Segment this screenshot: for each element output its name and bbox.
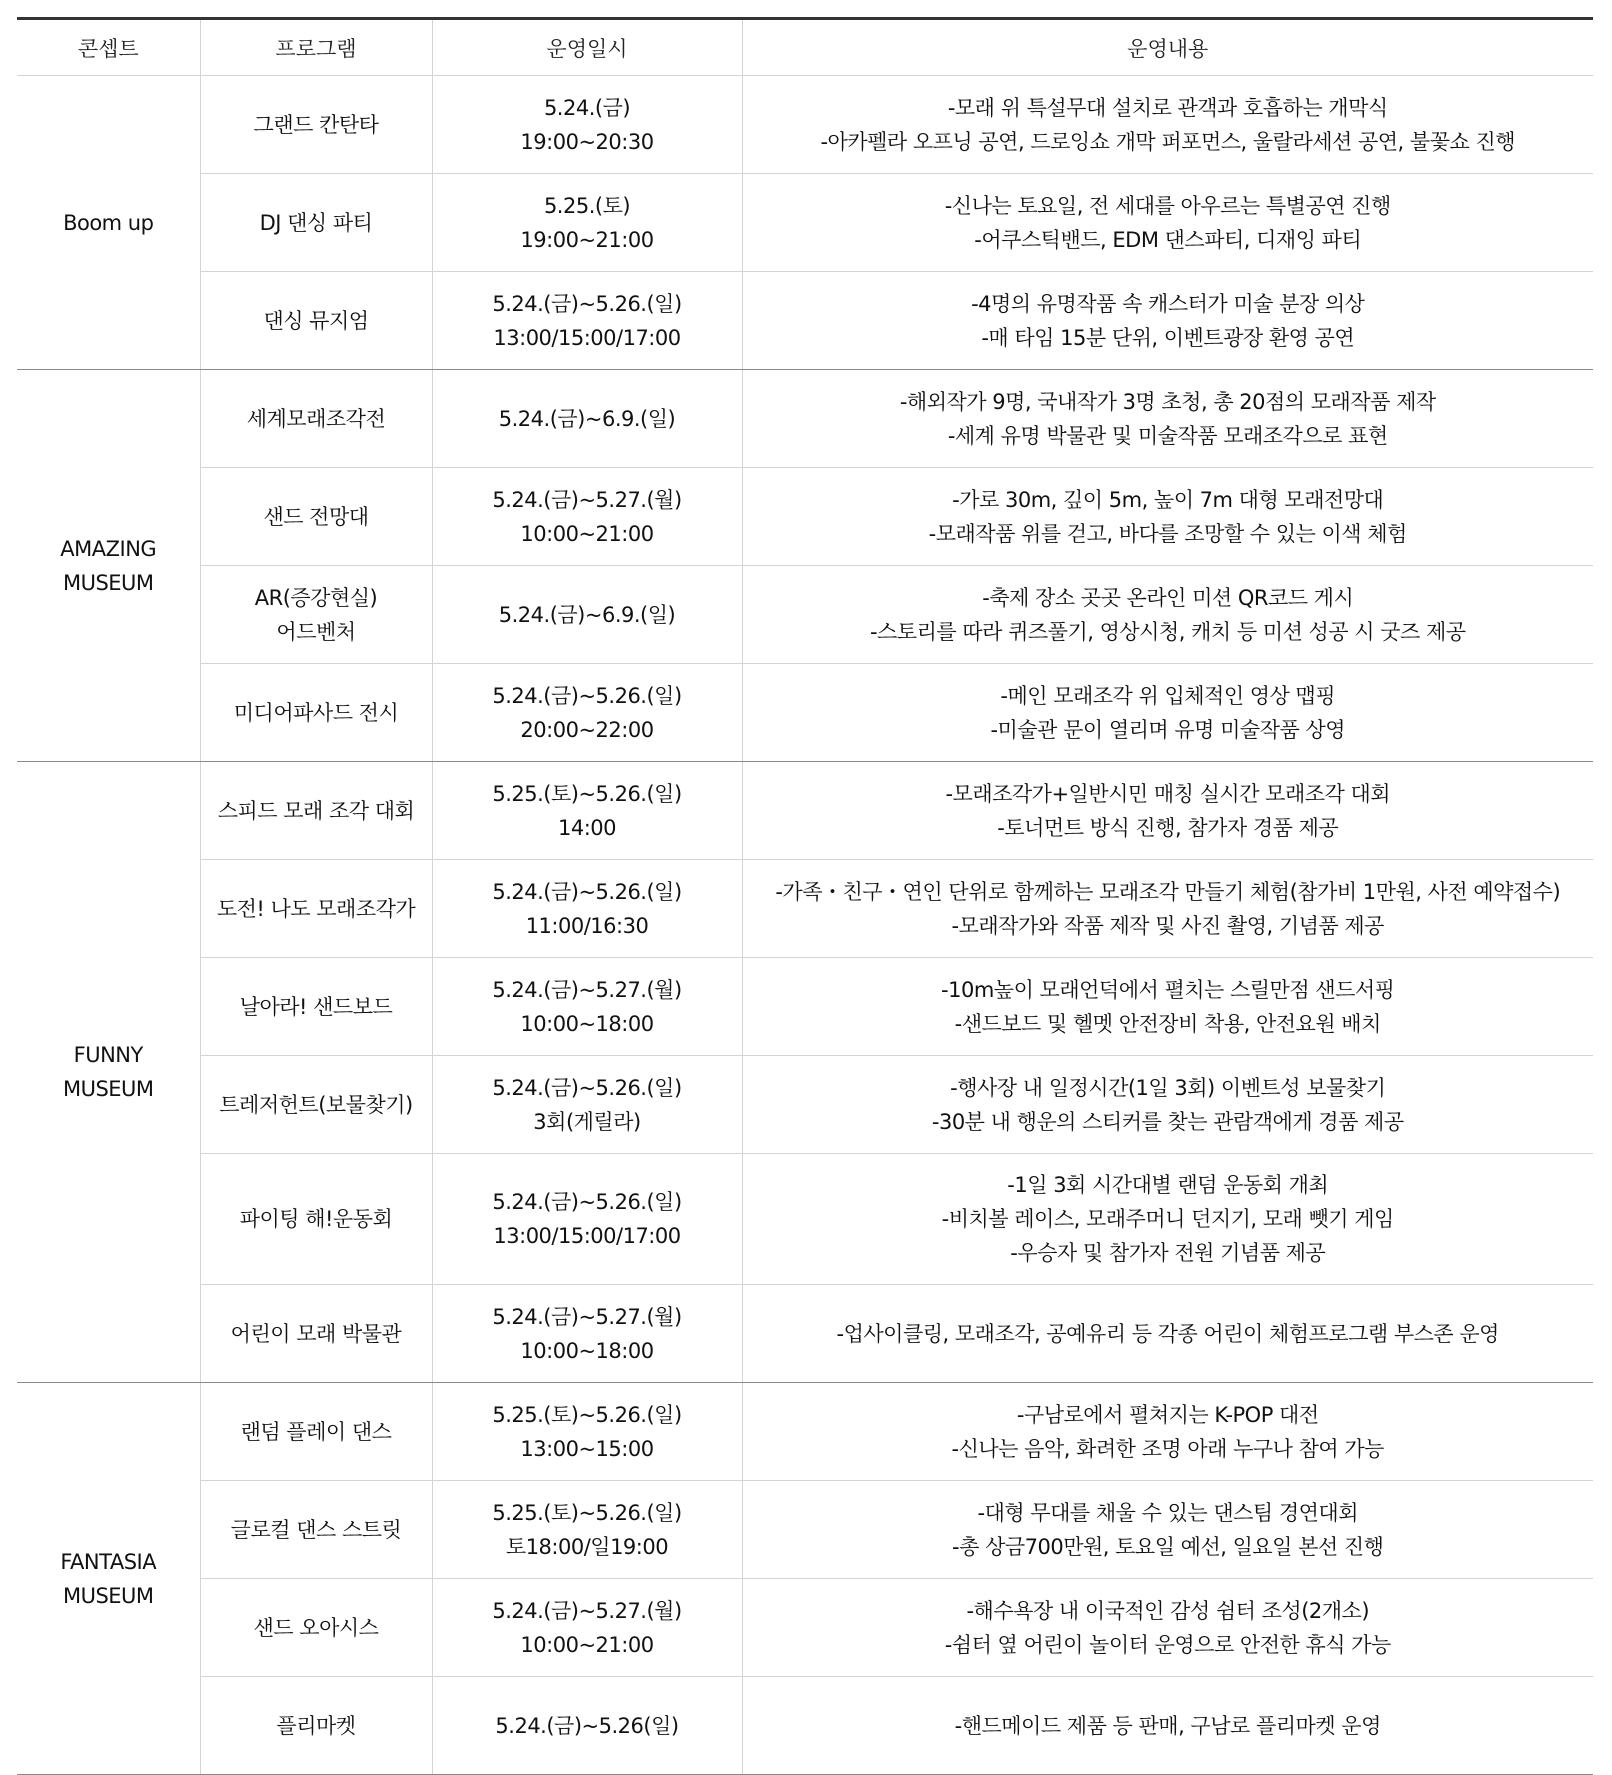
- content-cell: [742, 1481, 1593, 1579]
- program-schedule-table: [17, 17, 1593, 1775]
- schedule-cell: [432, 664, 742, 762]
- content-cell: [742, 272, 1593, 370]
- schedule-cell: [432, 76, 742, 174]
- program-cell: [200, 762, 432, 860]
- cell-text-line: -우승자 및 참가자 전원 기념품 제공: [1010, 1241, 1326, 1265]
- content-cell: [742, 1579, 1593, 1677]
- program-cell: [200, 370, 432, 468]
- content-cell: [742, 566, 1593, 664]
- cell-text-line: -아카펠라 오프닝 공연, 드로잉쇼 개막 퍼포먼스, 울랄라세션 공연, 불꽃쇼 진행: [820, 129, 1516, 154]
- program-cell: [200, 1154, 432, 1285]
- cell-text-line: 토18:00/일19:00: [505, 1534, 669, 1559]
- table-row: [17, 174, 1593, 272]
- cell-text-line: DJ 댄싱 파티: [259, 210, 373, 235]
- concept-cell: [17, 762, 200, 1383]
- cell-text-line: 트레저헌트(보물찾기): [219, 1092, 413, 1117]
- header-program: 프로그램: [200, 19, 432, 76]
- program-cell: [200, 272, 432, 370]
- cell-text-line: 5.24.(금)~5.26.(일): [492, 879, 682, 904]
- program-cell: [200, 1579, 432, 1677]
- cell-text-line: 5.24.(금)~5.26.(일): [492, 291, 682, 316]
- cell-text-line: -쉼터 옆 어린이 놀이터 운영으로 안전한 휴식 가능: [944, 1632, 1391, 1657]
- cell-text-line: -매 타임 15분 단위, 이벤트광장 환영 공연: [981, 325, 1355, 350]
- cell-text-line: 파이팅 해!운동회: [239, 1207, 393, 1231]
- cell-text-line: 5.25.(토)~5.26.(일): [492, 1500, 682, 1525]
- cell-text-line: 5.24.(금)~5.26.(일): [492, 1190, 682, 1214]
- content-cell: [742, 958, 1593, 1056]
- schedule-cell: [432, 174, 742, 272]
- concept-cell: [17, 76, 200, 370]
- cell-text-line: -모래조각가+일반시민 매칭 실시간 모래조각 대회: [945, 781, 1391, 806]
- content-cell: [742, 1056, 1593, 1154]
- cell-text-line: 13:00~15:00: [520, 1436, 654, 1461]
- cell-text-line: -4명의 유명작품 속 캐스터가 미술 분장 의상: [971, 291, 1365, 316]
- cell-text-line: -메인 모래조각 위 입체적인 영상 맵핑: [1000, 683, 1336, 708]
- cell-text-line: -세계 유명 박물관 및 미술작품 모래조각으로 표현: [947, 423, 1388, 448]
- schedule-cell: [432, 958, 742, 1056]
- cell-text-line: -핸드메이드 제품 등 판매, 구남로 플리마켓 운영: [954, 1713, 1381, 1738]
- cell-text-line: 5.24.(금)~5.27.(월): [492, 1598, 682, 1623]
- program-cell: [200, 1383, 432, 1481]
- header-content: 운영내용: [742, 19, 1593, 76]
- cell-text-line: 날아라! 샌드보드: [239, 994, 393, 1019]
- program-cell: [200, 76, 432, 174]
- concept-cell: [17, 370, 200, 762]
- program-cell: [200, 1677, 432, 1775]
- program-cell: [200, 958, 432, 1056]
- schedule-cell: [432, 1481, 742, 1579]
- cell-text-line: -업사이클링, 모래조각, 공예유리 등 각종 어린이 체험프로그램 부스존 운영: [836, 1321, 1499, 1346]
- cell-text-line: 20:00~22:00: [520, 717, 654, 742]
- cell-text-line: -어쿠스틱밴드, EDM 댄스파티, 디재잉 파티: [974, 227, 1362, 252]
- program-cell: [200, 1481, 432, 1579]
- cell-text-line: -신나는 토요일, 전 세대를 아우르는 특별공연 진행: [944, 193, 1391, 218]
- content-cell: [742, 762, 1593, 860]
- cell-text-line: 어드벤처: [276, 619, 356, 644]
- table-row: [17, 762, 1593, 860]
- cell-text-line: 11:00/16:30: [525, 913, 649, 938]
- cell-text-line: MUSEUM: [62, 1583, 154, 1608]
- cell-text-line: 3회(게릴라): [533, 1109, 641, 1134]
- cell-text-line: 스피드 모래 조각 대회: [217, 798, 415, 823]
- cell-text-line: 어린이 모래 박물관: [230, 1321, 402, 1346]
- schedule-cell: [432, 468, 742, 566]
- cell-text-line: 19:00~20:30: [520, 129, 654, 154]
- schedule-cell: [432, 860, 742, 958]
- cell-text-line: 샌드 전망대: [263, 504, 369, 529]
- cell-text-line: -해외작가 9명, 국내작가 3명 초청, 총 20점의 모래작품 제작: [899, 389, 1436, 414]
- cell-text-line: 글로컬 댄스 스트릿: [230, 1517, 402, 1542]
- cell-text-line: 13:00/15:00/17:00: [493, 1224, 681, 1248]
- schedule-cell: [432, 566, 742, 664]
- table-row: [17, 76, 1593, 174]
- cell-text-line: Boom up: [63, 210, 154, 235]
- schedule-cell: [432, 272, 742, 370]
- cell-text-line: 도전! 나도 모래조각가: [216, 896, 416, 921]
- cell-text-line: 5.24.(금)~5.27.(월): [492, 977, 682, 1002]
- cell-text-line: 플리마켓: [276, 1713, 356, 1738]
- program-cell: [200, 860, 432, 958]
- cell-text-line: FANTASIA: [60, 1549, 157, 1574]
- table-row: [17, 1056, 1593, 1154]
- cell-text-line: -행사장 내 일정시간(1일 3회) 이벤트성 보물찾기: [950, 1075, 1386, 1100]
- cell-text-line: 10:00~18:00: [520, 1011, 654, 1036]
- table-row: [17, 272, 1593, 370]
- cell-text-line: AR(증강현실): [254, 585, 378, 610]
- cell-text-line: -총 상금700만원, 토요일 예선, 일요일 본선 진행: [952, 1534, 1384, 1559]
- cell-text-line: MUSEUM: [62, 570, 154, 595]
- cell-text-line: 5.24.(금)~5.27.(월): [492, 1304, 682, 1329]
- table-row: [17, 1285, 1593, 1383]
- cell-text-line: -신나는 음악, 화려한 조명 아래 누구나 참여 가능: [951, 1436, 1384, 1461]
- table-row: [17, 1154, 1593, 1285]
- content-cell: [742, 174, 1593, 272]
- table-body: [17, 76, 1593, 1775]
- cell-text-line: AMAZING: [60, 536, 157, 561]
- cell-text-line: -해수욕장 내 이국적인 감성 쉼터 조성(2개소): [966, 1598, 1370, 1623]
- schedule-cell: [432, 1285, 742, 1383]
- program-cell: [200, 1056, 432, 1154]
- concept-cell: [17, 1383, 200, 1775]
- cell-text-line: -가족・친구・연인 단위로 함께하는 모래조각 만들기 체험(참가비 1만원, 사전 예약접수): [775, 879, 1561, 904]
- schedule-cell: [432, 1056, 742, 1154]
- cell-text-line: -샌드보드 및 헬멧 안전장비 착용, 안전요원 배치: [954, 1011, 1381, 1036]
- program-cell: [200, 1285, 432, 1383]
- table-row: [17, 860, 1593, 958]
- content-cell: [742, 76, 1593, 174]
- cell-text-line: -대형 무대를 채울 수 있는 댄스팀 경연대회: [977, 1500, 1358, 1525]
- schedule-cell: [432, 762, 742, 860]
- cell-text-line: -가로 30m, 깊이 5m, 높이 7m 대형 모래전망대: [952, 487, 1384, 512]
- cell-text-line: 5.24.(금)~5.26.(일): [492, 683, 682, 708]
- cell-text-line: MUSEUM: [62, 1077, 154, 1101]
- table-row: [17, 370, 1593, 468]
- cell-text-line: 5.24.(금)~5.26(일): [495, 1713, 679, 1738]
- cell-text-line: 댄싱 뮤지엄: [263, 308, 369, 333]
- cell-text-line: 5.25.(토): [543, 193, 631, 218]
- cell-text-line: 10:00~21:00: [520, 521, 654, 546]
- program-cell: [200, 174, 432, 272]
- table-row: [17, 958, 1593, 1056]
- cell-text-line: 5.24.(금)~6.9.(일): [498, 602, 676, 627]
- schedule-cell: [432, 1677, 742, 1775]
- cell-text-line: 샌드 오아시스: [253, 1615, 379, 1640]
- cell-text-line: 5.25.(토)~5.26.(일): [492, 1402, 682, 1427]
- cell-text-line: 19:00~21:00: [520, 227, 654, 252]
- content-cell: [742, 1154, 1593, 1285]
- cell-text-line: 10:00~21:00: [520, 1632, 654, 1657]
- cell-text-line: -모래 위 특설무대 설치로 관객과 호흡하는 개막식: [947, 95, 1388, 120]
- table-row: [17, 1481, 1593, 1579]
- cell-text-line: -10m높이 모래언덕에서 펼치는 스릴만점 샌드서핑: [941, 977, 1395, 1002]
- schedule-cell: [432, 1383, 742, 1481]
- program-cell: [200, 468, 432, 566]
- header-row: [17, 19, 1593, 76]
- cell-text-line: 5.25.(토)~5.26.(일): [492, 781, 682, 806]
- program-cell: [200, 664, 432, 762]
- cell-text-line: 그랜드 칸탄타: [253, 112, 379, 137]
- cell-text-line: 5.24.(금): [543, 95, 631, 120]
- table-header: [17, 19, 1593, 76]
- content-cell: [742, 1677, 1593, 1775]
- cell-text-line: 랜덤 플레이 댄스: [240, 1419, 392, 1444]
- table-row: [17, 566, 1593, 664]
- cell-text-line: -모래작가와 작품 제작 및 사진 촬영, 기념품 제공: [951, 913, 1384, 938]
- cell-text-line: -스토리를 따라 퀴즈풀기, 영상시청, 캐치 등 미션 성공 시 굿즈 제공: [869, 619, 1466, 644]
- cell-text-line: 14:00: [557, 815, 617, 840]
- header-schedule: 운영일시: [432, 19, 742, 76]
- content-cell: [742, 1383, 1593, 1481]
- cell-text-line: 미디어파사드 전시: [233, 700, 399, 725]
- header-concept: 콘셉트: [17, 19, 200, 76]
- cell-text-line: -1일 3회 시간대별 랜덤 운동회 개최: [1007, 1173, 1329, 1197]
- table-row: [17, 1383, 1593, 1481]
- content-cell: [742, 468, 1593, 566]
- cell-text-line: -30분 내 행운의 스티커를 찾는 관람객에게 경품 제공: [931, 1109, 1404, 1134]
- cell-text-line: -모래작품 위를 걷고, 바다를 조망할 수 있는 이색 체험: [928, 521, 1407, 546]
- cell-text-line: 5.24.(금)~6.9.(일): [498, 406, 676, 431]
- schedule-cell: [432, 1154, 742, 1285]
- cell-text-line: -미술관 문이 열리며 유명 미술작품 상영: [990, 717, 1346, 742]
- cell-text-line: 세계모래조각전: [246, 406, 386, 431]
- schedule-table-container: [17, 17, 1593, 1775]
- table-row: [17, 468, 1593, 566]
- schedule-cell: [432, 1579, 742, 1677]
- cell-text-line: -축제 장소 곳곳 온라인 미션 QR코드 게시: [982, 585, 1354, 610]
- cell-text-line: 5.24.(금)~5.27.(월): [492, 487, 682, 512]
- table-row: [17, 1677, 1593, 1775]
- content-cell: [742, 1285, 1593, 1383]
- cell-text-line: -구남로에서 펼쳐지는 K-POP 대전: [1016, 1402, 1319, 1427]
- program-cell: [200, 566, 432, 664]
- schedule-cell: [432, 370, 742, 468]
- cell-text-line: -토너먼트 방식 진행, 참가자 경품 제공: [997, 815, 1339, 840]
- cell-text-line: 13:00/15:00/17:00: [493, 325, 681, 350]
- cell-text-line: 5.24.(금)~5.26.(일): [492, 1075, 682, 1100]
- content-cell: [742, 860, 1593, 958]
- cell-text-line: -비치볼 레이스, 모래주머니 던지기, 모래 뺏기 게임: [941, 1207, 1394, 1231]
- table-row: [17, 1579, 1593, 1677]
- cell-text-line: FUNNY: [73, 1043, 143, 1067]
- content-cell: [742, 370, 1593, 468]
- table-row: [17, 664, 1593, 762]
- cell-text-line: 10:00~18:00: [520, 1338, 654, 1363]
- content-cell: [742, 664, 1593, 762]
